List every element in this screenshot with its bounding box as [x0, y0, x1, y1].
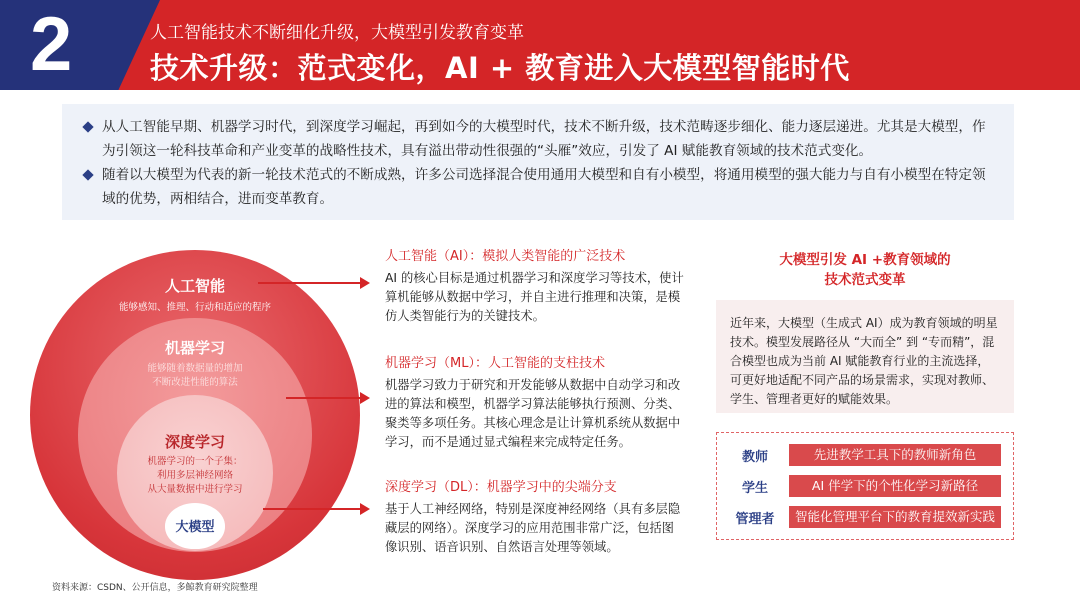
section-number: 2 [30, 2, 73, 87]
intro-item [82, 163, 994, 211]
header-subtitle: 人工智能技术不断细化升级，大模型引发教育变革 [150, 23, 524, 43]
ml-desc-1: 能够随着数据量的增加 [147, 363, 243, 374]
diamond-bullet-icon [82, 121, 93, 132]
role-desc: 先进教学工具下的教师新角色 [789, 444, 1001, 466]
dl-label [85, 431, 305, 497]
right-panel-title [716, 250, 1014, 290]
role-desc: AI 伴学下的个性化学习新路径 [789, 475, 1001, 497]
page-title: 技术升级：范式变化，AI + 教育进入大模型智能时代 [150, 51, 850, 85]
role-name: 管理者 [735, 512, 775, 527]
definition-dl [385, 479, 685, 557]
definition-title: 机器学习（ML）：人工智能的支柱技术 [385, 356, 605, 371]
ai-label [85, 275, 305, 315]
definition-body: AI 的核心目标是通过机器学习和深度学习等技术，使计算机能够从数据中学习，并自主进行推理和决策，是模仿人类智能行为的关键技术。 [385, 271, 684, 323]
ml-desc-2: 不断改进性能的算法 [152, 377, 238, 388]
dl-desc-1: 机器学习的一个子集： [147, 456, 243, 467]
roles-box [716, 432, 1014, 540]
ml-title: 机器学习 [164, 339, 225, 357]
intro-item [82, 115, 994, 163]
arrow-ai-icon [258, 282, 368, 284]
definition-ml [385, 355, 685, 452]
role-name: 教师 [741, 450, 768, 465]
llm-title: 大模型 [175, 520, 215, 535]
role-desc: 智能化管理平台下的教育提效新实践 [789, 506, 1001, 528]
role-name: 学生 [741, 481, 768, 496]
source-note: 资料来源：CSDN、公开信息，多鲸教育研究院整理 [52, 583, 258, 593]
dl-desc-3: 从大量数据中进行学习 [147, 484, 243, 495]
intro-text: 从人工智能早期、机器学习时代，到深度学习崛起，再到如今的大模型时代，技术不断升级，技术范畴逐步细化、能力逐层递进。尤其是大模型，作为引领这一轮科技革命和产业变革的战略性技术，具有溢出带动性很强的“头雁”效应，引发了 AI 赋能教育领域的技术范式变化。 [102, 119, 986, 159]
definition-title: 深度学习（DL）：机器学习中的尖端分支 [385, 480, 617, 495]
definition-title: 人工智能（AI）：模拟人类智能的广泛技术 [385, 249, 626, 264]
ai-title: 人工智能 [164, 277, 225, 295]
intro-text: 随着以大模型为代表的新一轮技术范式的不断成熟，许多公司选择混合使用通用大模型和自有小模型，将通用模型的强大能力与自有小模型在特定领域的优势，两相结合，进而变革教育。 [102, 167, 986, 207]
ml-label [85, 337, 305, 390]
arrow-ml-icon [286, 397, 368, 399]
definition-body: 机器学习致力于研究和开发能够从数据中自动学习和改进的算法和模型，机器学习算法能够执行预测、分类、聚类等多项任务。其核心理念是让计算机系统从数据中学习，而不是通过显式编程来完成特定任务。 [385, 378, 681, 449]
right-title-line-2: 技术范式变革 [824, 272, 906, 288]
intro-box [62, 104, 1014, 220]
role-row-teacher [717, 444, 1015, 466]
definition-ai [385, 248, 685, 326]
dl-title: 深度学习 [164, 433, 225, 451]
arrow-dl-icon [263, 508, 368, 510]
diamond-bullet-icon [82, 169, 93, 180]
definition-body: 基于人工神经网络，特别是深度神经网络（具有多层隐藏层的网络）。深度学习的应用范围非常广泛，包括图像识别、语音识别、自然语言处理等领域。 [385, 502, 681, 554]
role-row-manager [717, 506, 1015, 528]
ai-desc: 能够感知、推理、行动和适应的程序 [118, 302, 271, 313]
role-row-student [717, 475, 1015, 497]
right-summary-box: 近年来，大模型（生成式 AI）成为教育领域的明星技术。模型发展路径从 “大而全” 到 “专而精”，混合模型也成为当前 AI 赋能教育行业的主流选择，可更好地适配不同产品的场景需求，实现对教师、学生、管理者更好的赋能效果。 [716, 300, 1014, 413]
llm-label [85, 516, 305, 535]
right-title-line-1: 大模型引发 AI +教育领域的 [779, 252, 951, 268]
dl-desc-2: 利用多层神经网络 [156, 470, 233, 481]
